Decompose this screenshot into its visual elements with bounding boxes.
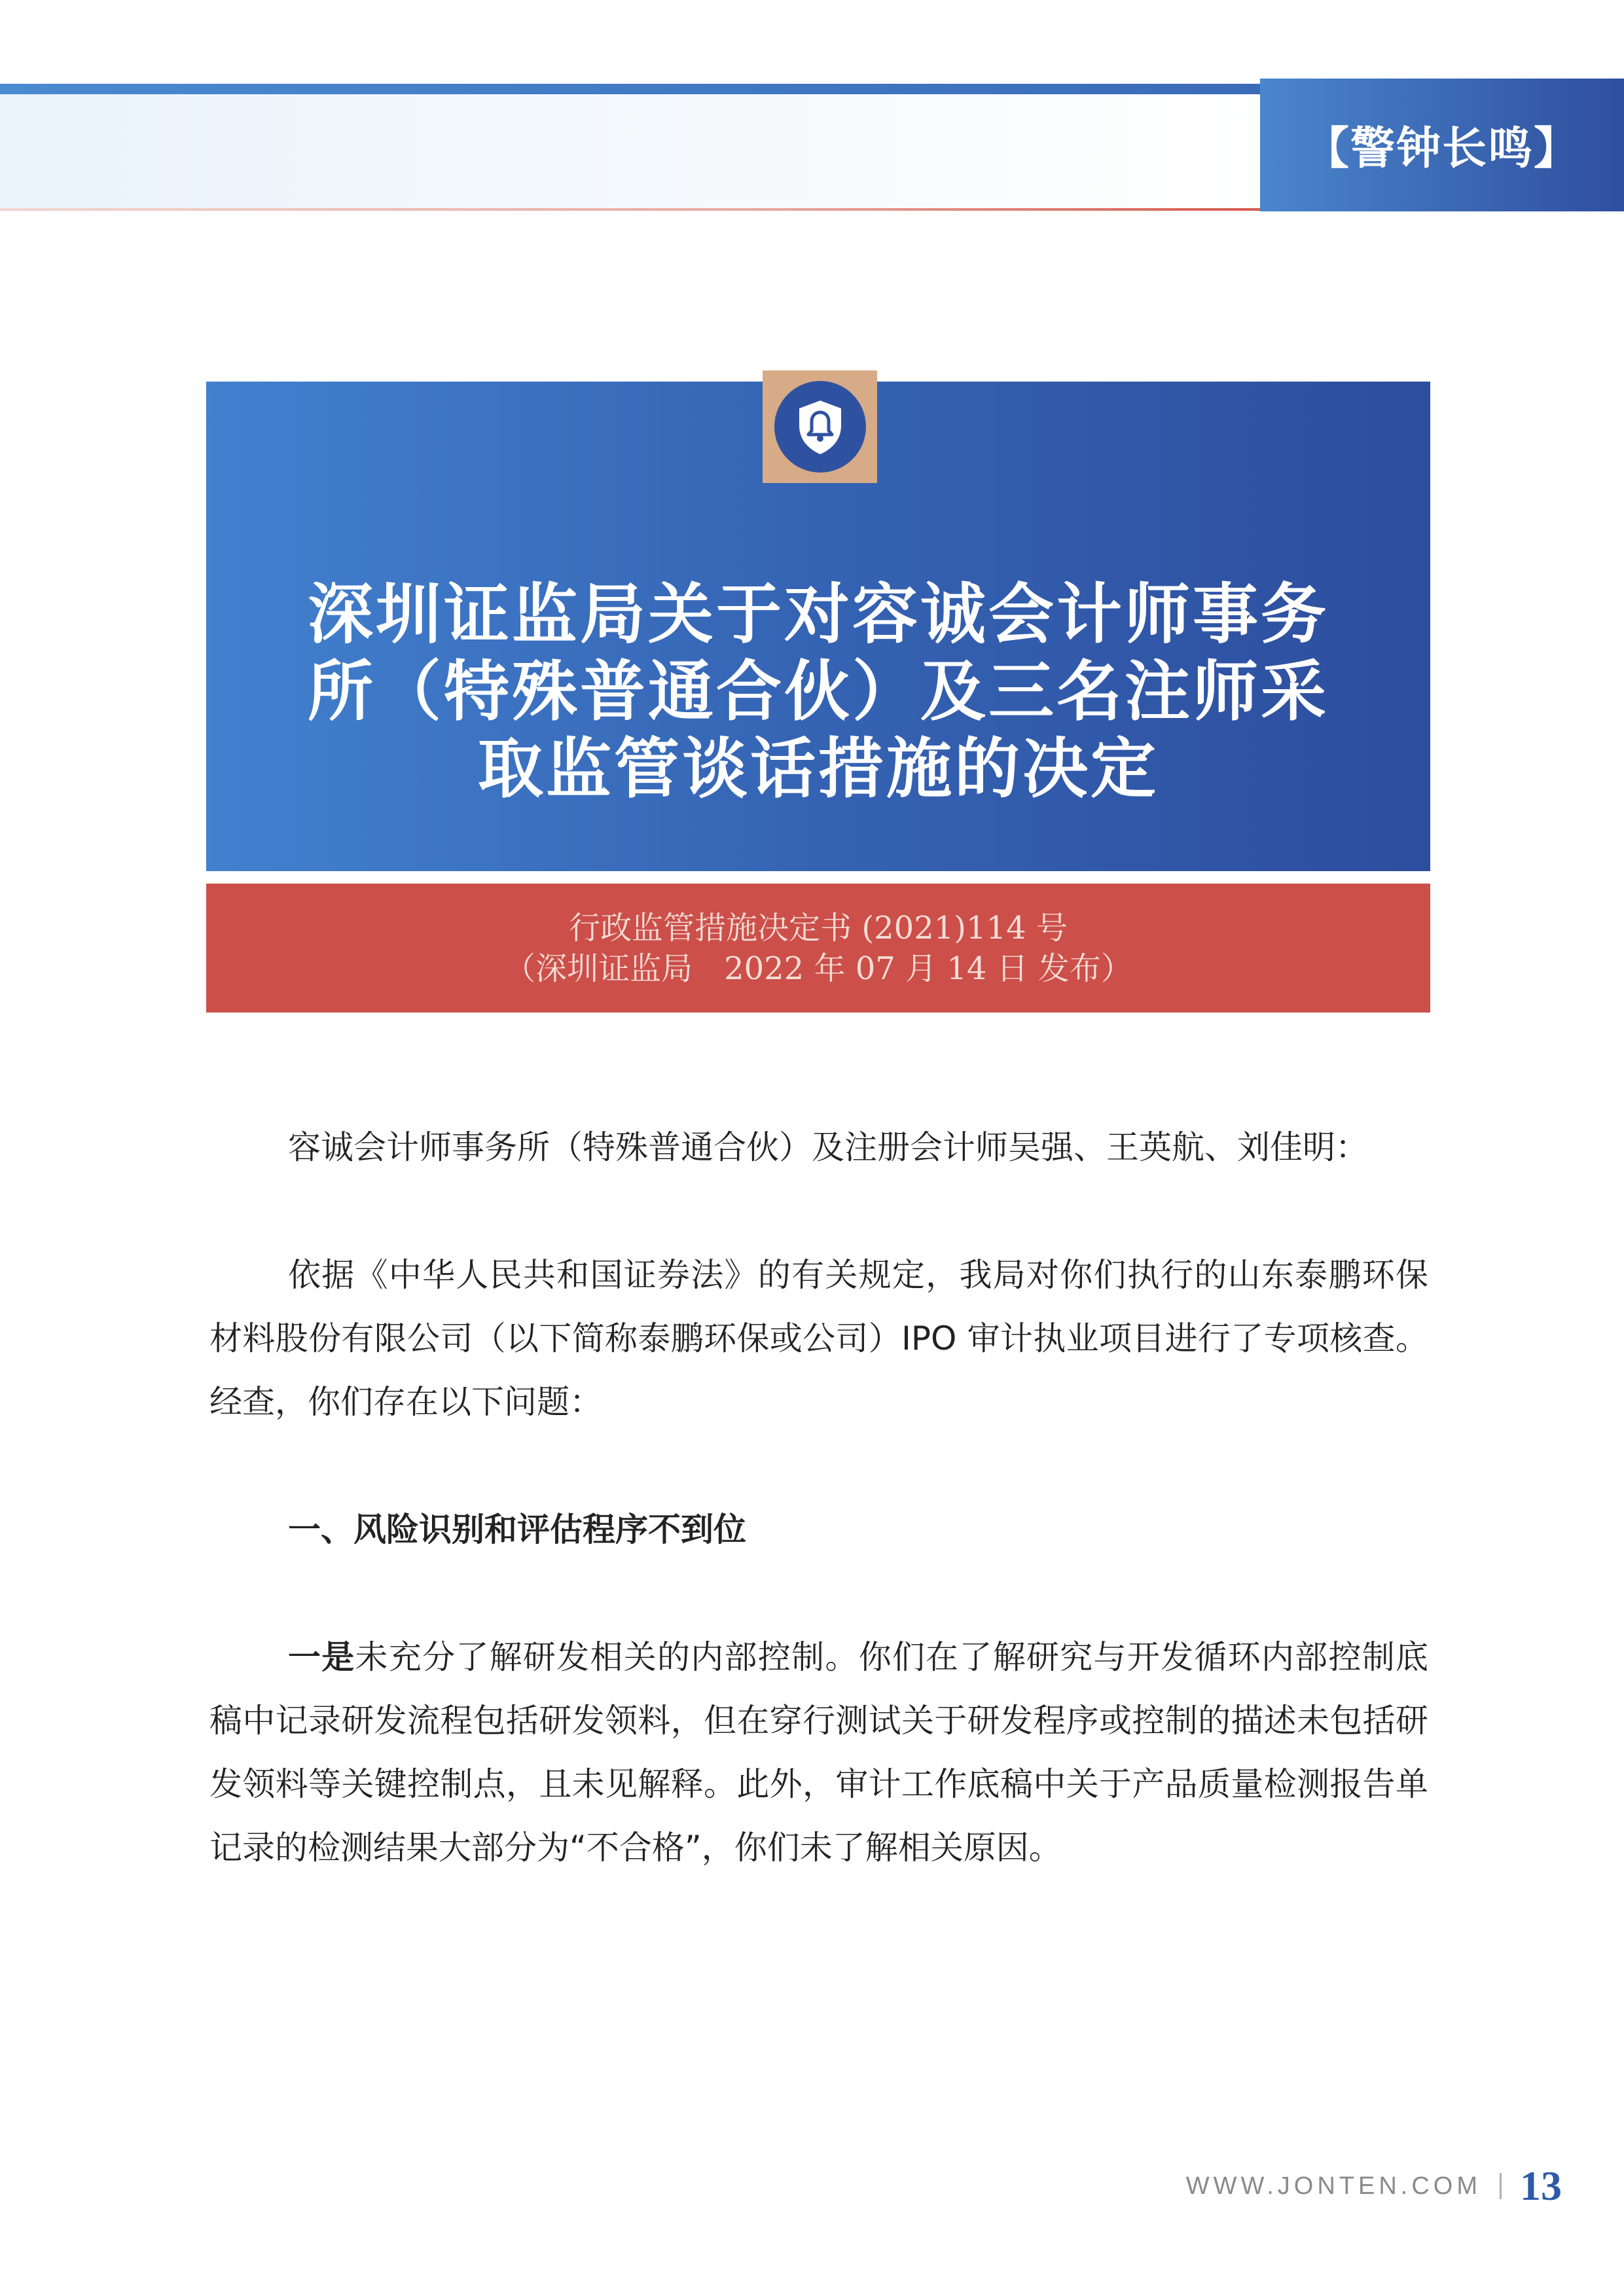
article-body — [209, 1116, 1428, 1944]
shield-bell-icon — [789, 395, 852, 458]
badge-circle — [774, 381, 866, 473]
finding-paragraph — [209, 1626, 1428, 1880]
title-line-2: 所（特殊普通合伙）及三名注师采 — [308, 653, 1329, 730]
header-top-line — [0, 84, 1260, 94]
footer — [1186, 2160, 1562, 2212]
section-heading: 一、风险识别和评估程序不到位 — [288, 1511, 746, 1549]
badge — [763, 370, 877, 483]
header-band — [0, 84, 1260, 211]
finding-text: 未充分了解研发相关的内部控制。你们在了解研究与开发循环内部控制底稿中记录研发流程包括研发领料，但在穿行测试关于研发程序或控制的描述未包括研发领料等关键控制点，且未见解释。此外，审计工作底稿中关于产品质量检测报告单记录的检测结果大部分为“不合格”，你们未了解相关原因。 — [209, 1638, 1428, 1867]
title-line-1: 深圳证监局关于对容诚会计师事务 — [308, 576, 1329, 653]
decision-info-box — [206, 884, 1430, 1013]
page-title — [206, 576, 1430, 808]
decision-number: 行政监管措施决定书 (2021)114 号 — [569, 909, 1068, 946]
footer-url: WWW.JONTEN.COM — [1185, 2172, 1481, 2200]
footer-divider — [1500, 2173, 1502, 2199]
header-bottom-line — [0, 208, 1260, 211]
finding-lead: 一是 — [288, 1638, 355, 1676]
section-tag: 【警钟长鸣】 — [1260, 79, 1624, 211]
title-line-3: 取监管谈话措施的决定 — [478, 730, 1159, 807]
page-number: 13 — [1520, 2162, 1562, 2209]
addressee-paragraph: 容诚会计师事务所（特殊普通合伙）及注册会计师吴强、王英航、刘佳明： — [288, 1128, 1368, 1166]
publish-info: （深圳证监局 2022 年 07 月 14 日 发布） — [504, 950, 1132, 987]
basis-paragraph: 依据《中华人民共和国证券法》的有关规定，我局对你们执行的山东泰鹏环保材料股份有限公司（以下简称泰鹏环保或公司）IPO 审计执业项目进行了专项核查。经查，你们存在以下问题： — [209, 1256, 1428, 1421]
